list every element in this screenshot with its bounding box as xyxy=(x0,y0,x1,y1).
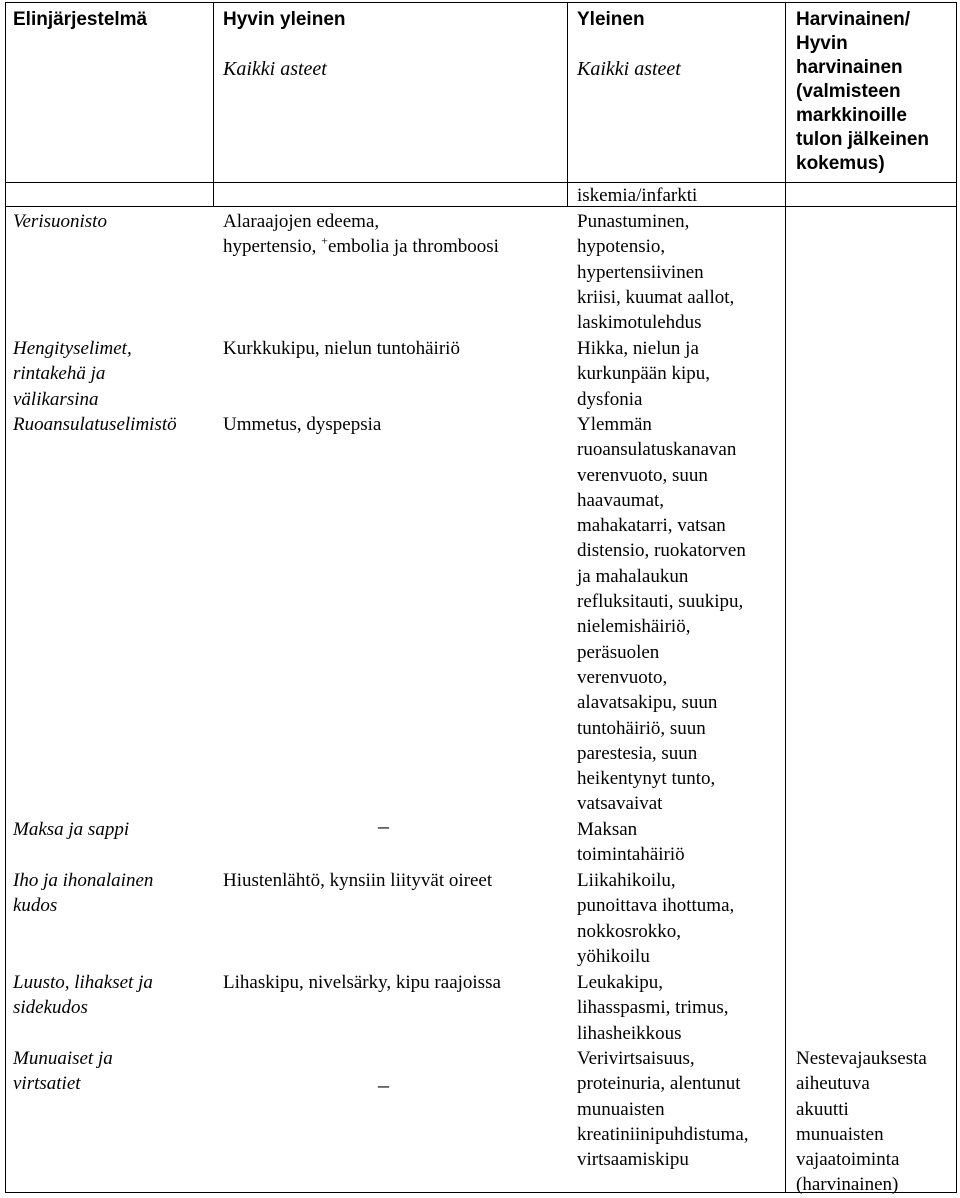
common-cell: Punastuminen, hypotensio, hypertensiivinen kriisi, kuumat aallot, laskimotulehdus xyxy=(577,211,735,334)
none-dash: – xyxy=(378,813,389,838)
common-cell: Verivirtsaisuus, proteinuria, alentunut munuaisten kreatiniinipuhdistuma, virtsaamiskipu xyxy=(577,1048,749,1171)
organ-cell: Verisuonisto xyxy=(13,211,107,232)
common-cell: Ylemmän ruoansulatuskanavan verenvuoto, suun haavaumat, mahakatarri, vatsan distensio, ruokatorven ja mahalaukun refluksitauti, suukipu, nielemishäiriö, peräsuolen verenvuoto, alavatsakipu, suun tuntohäiriö, suun parestesia, suun heikentynyt tunto, vatsavaivat xyxy=(577,414,746,815)
column-divider xyxy=(213,3,214,206)
very-common-cell: Lihaskipu, nivelsärky, kipu raajoissa xyxy=(223,972,501,993)
adverse-effects-table xyxy=(5,2,957,1196)
header-rare: Harvinainen/ Hyvin harvinainen (valmisteen markkinoille tulon jälkeinen kokemus) xyxy=(796,9,930,174)
row-divider xyxy=(6,182,956,183)
row-divider xyxy=(6,206,956,207)
column-divider xyxy=(567,3,568,206)
rare-cell: Nestevajauksesta aiheutuva akuutti munuaisten vajaatoiminta (harvinainen) xyxy=(796,1048,927,1196)
very-common-cell: Ummetus, dyspepsia xyxy=(223,414,382,435)
none-dash: – xyxy=(378,1072,389,1097)
very-common-text-cont: embolia ja thromboosi xyxy=(327,236,499,258)
very-common-cell: Kurkkukipu, nielun tuntohäiriö xyxy=(223,338,460,359)
header-very-common-grade: Kaikki asteet xyxy=(223,58,327,80)
plus-superscript: + xyxy=(321,233,328,248)
common-cell: Leukakipu, lihasspasmi, trimus, lihasheikkous xyxy=(577,972,729,1044)
organ-cell: Hengityselimet, rintakehä ja välikarsina xyxy=(13,338,132,410)
header-common-grade: Kaikki asteet xyxy=(577,58,681,80)
common-cell: Maksan toimintahäiriö xyxy=(577,819,685,866)
common-cell: iskemia/infarkti xyxy=(577,185,698,206)
organ-cell: Maksa ja sappi xyxy=(13,819,130,840)
column-divider xyxy=(785,3,786,1192)
header-organ-system: Elinjärjestelmä xyxy=(13,9,148,30)
header-very-common: Hyvin yleinen xyxy=(223,9,346,30)
organ-cell: Munuaiset ja virtsatiet xyxy=(13,1048,113,1095)
header-common: Yleinen xyxy=(577,9,645,30)
organ-cell: Iho ja ihonalainen kudos xyxy=(13,870,154,917)
organ-cell: Luusto, lihakset ja sidekudos xyxy=(13,972,153,1019)
very-common-cell: Hiustenlähtö, kynsiin liityvät oireet xyxy=(223,870,493,891)
very-common-text: Alaraajojen edeema, hypertensio, xyxy=(223,211,380,258)
organ-cell: Ruoansulatuselimistö xyxy=(13,414,177,435)
very-common-cell xyxy=(223,209,499,260)
common-cell: Hikka, nielun ja kurkunpään kipu, dysfonia xyxy=(577,338,710,410)
common-cell: Liikahikoilu, punoittava ihottuma, nokkosrokko, yöhikoilu xyxy=(577,870,735,967)
